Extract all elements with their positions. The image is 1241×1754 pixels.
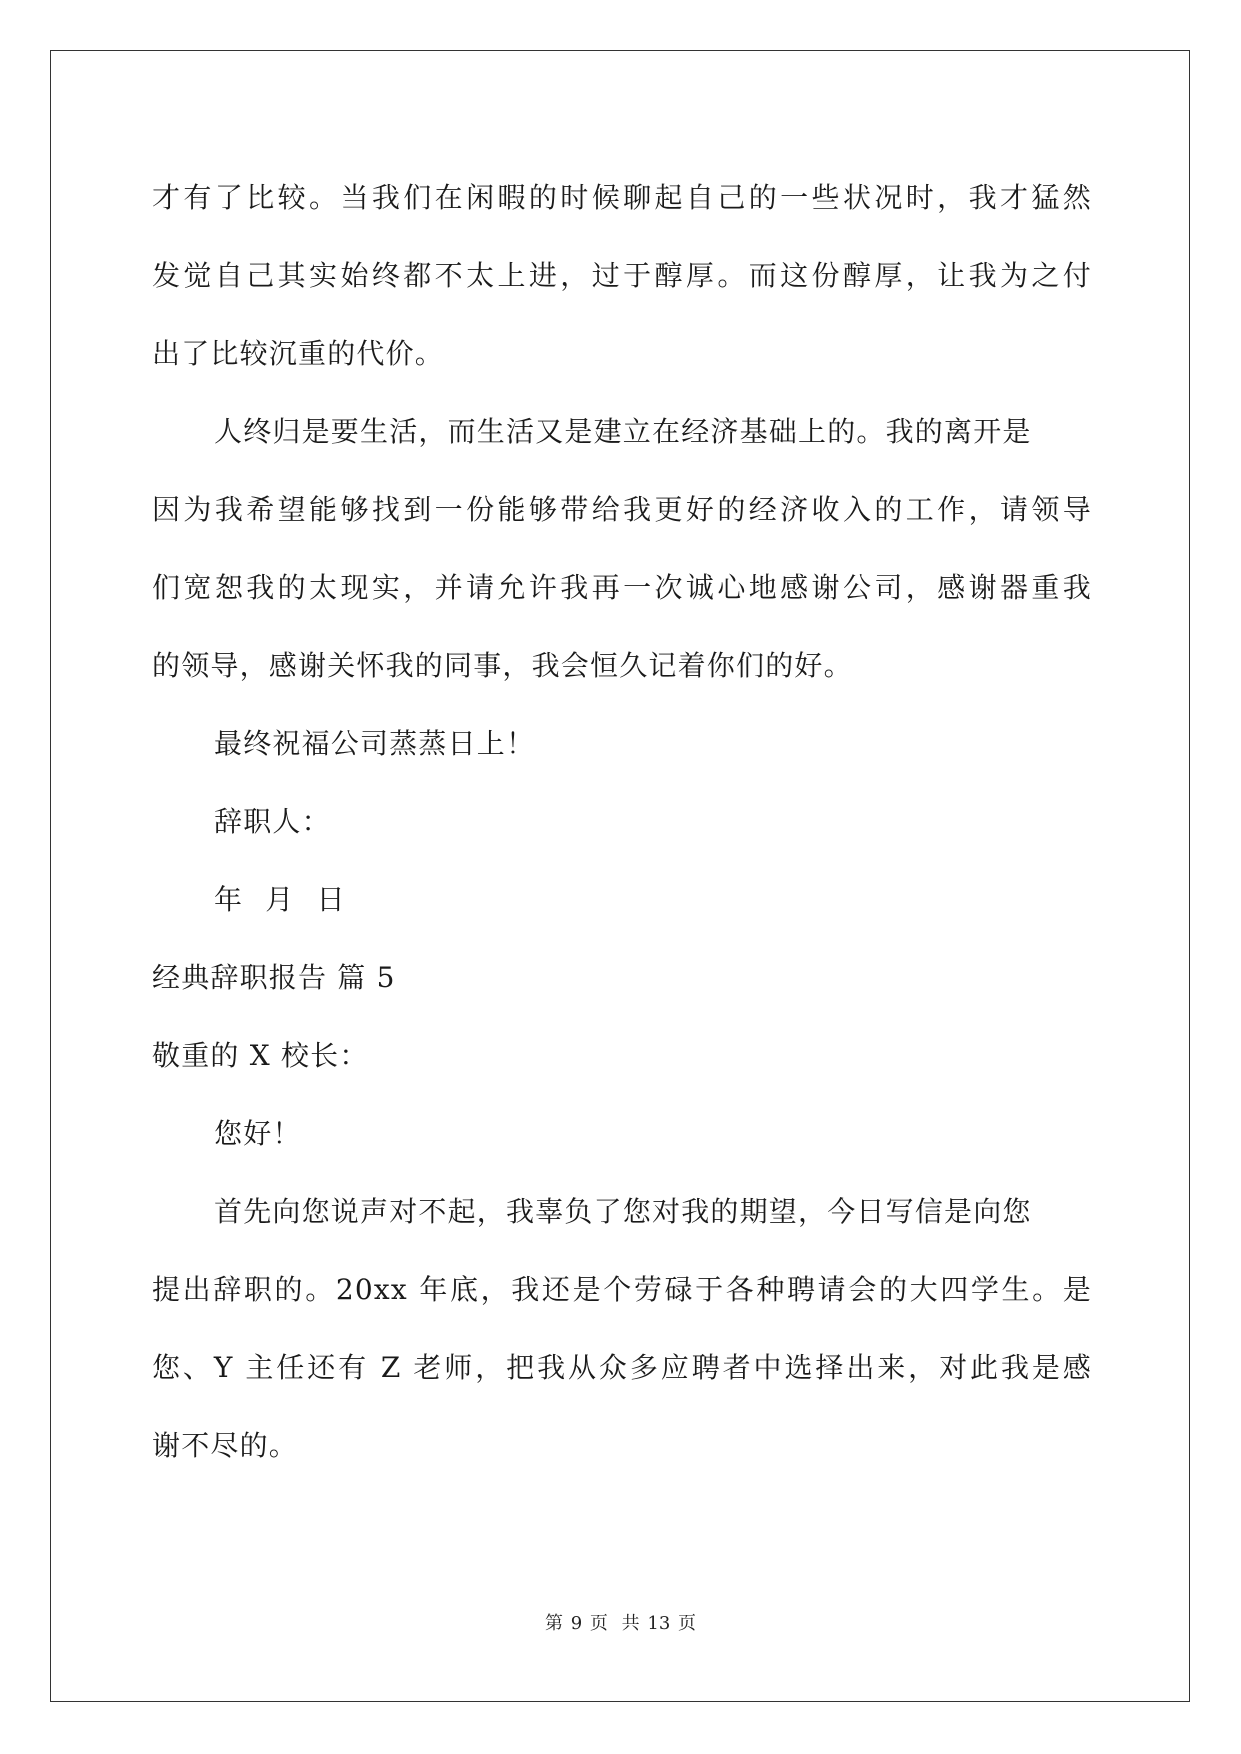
- page-number: 第 9 页: [545, 1613, 608, 1634]
- text-line: 首先向您说声对不起，我辜负了您对我的期望，今日写信是向您: [214, 1195, 1032, 1228]
- page-total: 共 13 页: [621, 1613, 696, 1634]
- text-line: 发觉自己其实始终都不太上进，过于醇厚。而这份醇厚，让我为之付: [152, 259, 1092, 292]
- text-line: 谢不尽的。: [152, 1429, 299, 1462]
- salutation: 敬重的 X 校长：: [152, 1039, 369, 1072]
- page-footer: [0, 1612, 1241, 1636]
- text-line: 们宽恕我的太现实，并请允许我再一次诚心地感谢公司，感谢器重我: [152, 571, 1092, 604]
- text-line: 您、Y 主任还有 Z 老师，把我从众多应聘者中选择出来，对此我是感: [152, 1351, 1092, 1384]
- text-line: 出了比较沉重的代价。: [152, 337, 445, 370]
- greeting: 您好！: [214, 1117, 302, 1150]
- section-heading: 经典辞职报告 篇 5: [152, 961, 396, 994]
- text-line: 才有了比较。当我们在闲暇的时候聊起自己的一些状况时，我才猛然: [152, 181, 1092, 214]
- closing-wish: 最终祝福公司蒸蒸日上！: [214, 727, 536, 760]
- text-line: 的领导，感谢关怀我的同事，我会恒久记着你们的好。: [152, 649, 853, 682]
- date-line: 年 月 日: [214, 883, 346, 916]
- signature-label: 辞职人：: [214, 805, 331, 838]
- text-line: 人终归是要生活，而生活又是建立在经济基础上的。我的离开是: [214, 415, 1032, 448]
- text-line: 因为我希望能够找到一份能够带给我更好的经济收入的工作，请领导: [152, 493, 1092, 526]
- text-line: 提出辞职的。20xx 年底，我还是个劳碌于各种聘请会的大四学生。是: [152, 1273, 1092, 1306]
